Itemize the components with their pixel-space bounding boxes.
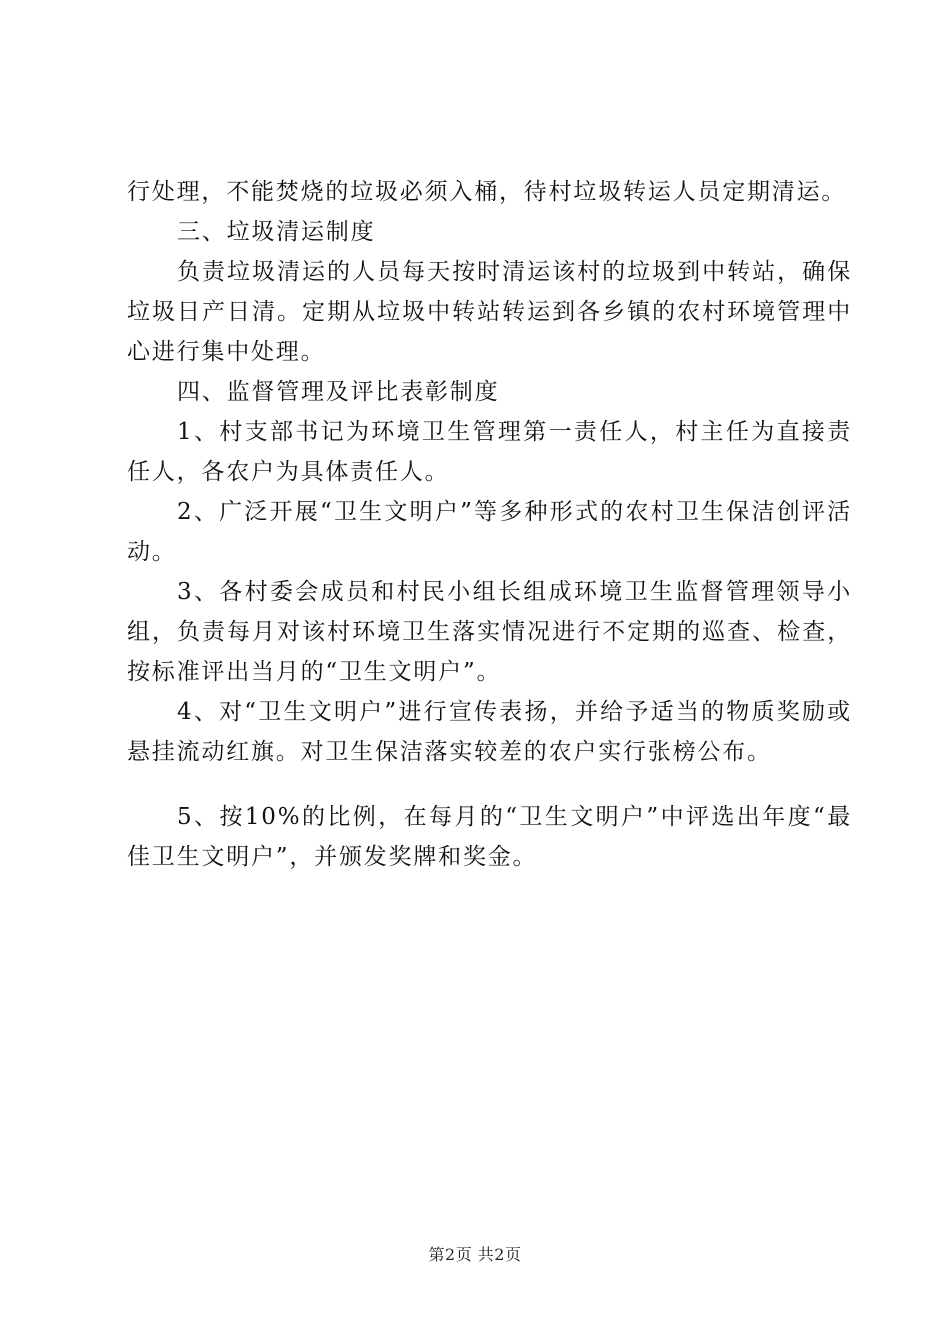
- list-item-1: 1、村支部书记为环境卫生管理第一责任人，村主任为直接责任人，各农户为具体责任人。: [127, 419, 852, 485]
- paragraph-garbage-removal: 负责垃圾清运的人员每天按时清运该村的垃圾到中转站，确保垃圾日产日清。定期从垃圾中转站转运到各乡镇的农村环境管理中心进行集中处理。: [127, 259, 852, 365]
- list-item-3: 3、各村委会成员和村民小组长组成环境卫生监督管理领导小组，负责每月对该村环境卫生落实情况进行不定期的巡查、检查，按标准评出当月的“卫生文明户”。: [127, 579, 852, 685]
- list-item-4: 4、对“卫生文明户”进行宣传表扬，并给予适当的物质奖励或悬挂流动红旗。对卫生保洁落实较差的农户实行张榜公布。: [127, 699, 852, 765]
- page-footer: [0, 1244, 950, 1266]
- document-body: [127, 172, 852, 877]
- list-item-5: 5、按10%的比例，在每月的“卫生文明户”中评选出年度“最佳卫生文明户”，并颁发奖牌和奖金。: [127, 804, 852, 870]
- paragraph-continuation: 行处理，不能焚烧的垃圾必须入桶，待村垃圾转运人员定期清运。: [127, 179, 847, 205]
- list-item-2: 2、广泛开展“卫生文明户”等多种形式的农村卫生保洁创评活动。: [127, 499, 852, 565]
- section-heading-supervision: 四、监督管理及评比表彰制度: [177, 379, 500, 405]
- page-number: 第2页 共2页: [428, 1245, 522, 1264]
- section-heading-garbage-removal: 三、垃圾清运制度: [177, 219, 376, 245]
